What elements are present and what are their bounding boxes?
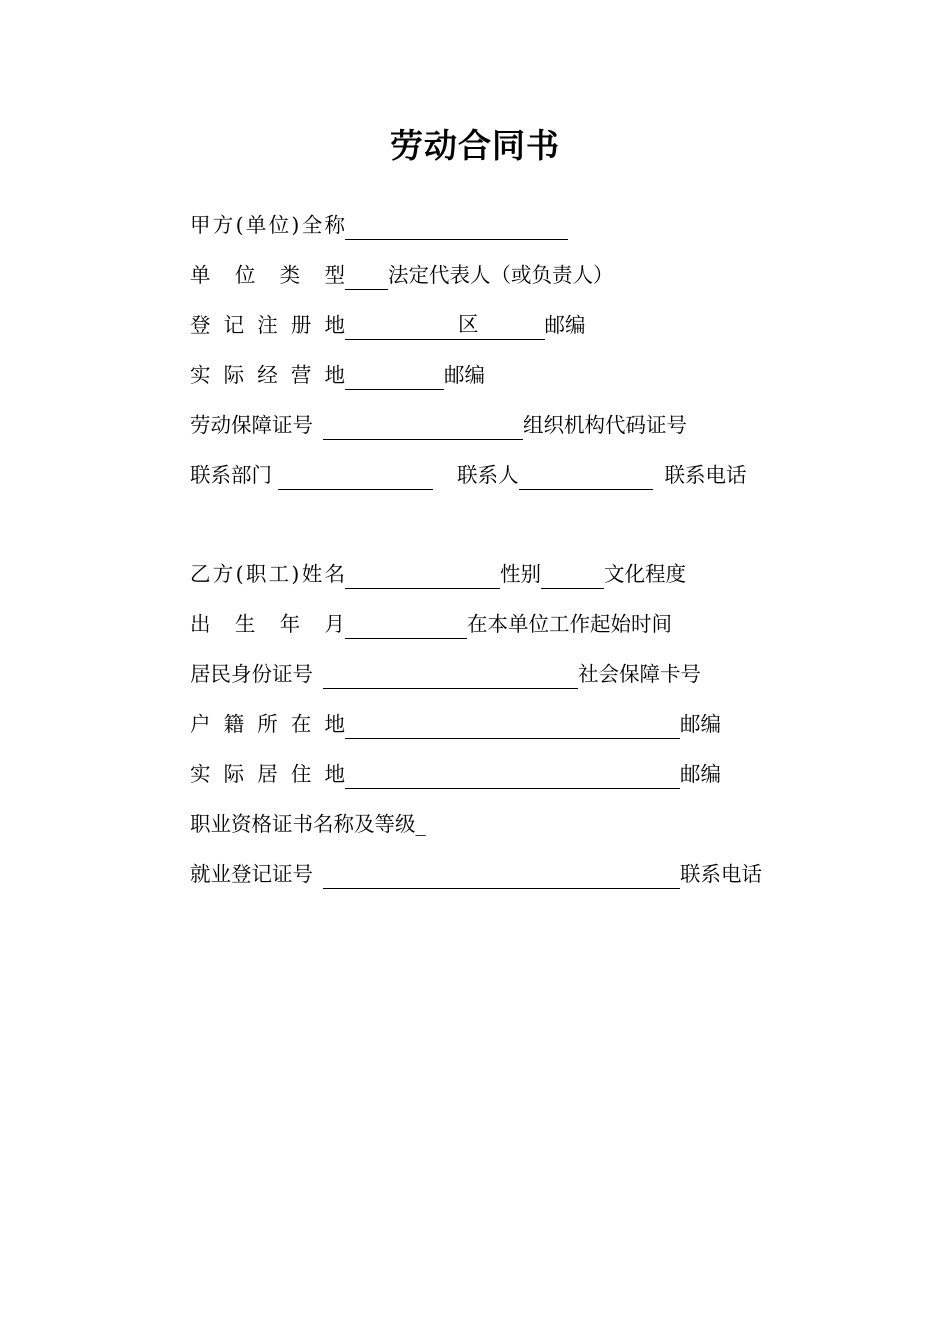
contact-person-field[interactable] [519, 465, 653, 490]
label: 劳动保障证号 [190, 413, 313, 437]
unit-type-row [190, 260, 614, 290]
birth-row [190, 609, 672, 639]
label: 登记注册地 [190, 313, 345, 337]
district-field[interactable] [479, 315, 545, 340]
unit-type-field[interactable] [345, 265, 388, 290]
label: 组织机构代码证号 [523, 413, 687, 437]
label: 区 [458, 309, 479, 340]
party-b-name-field[interactable] [345, 564, 500, 589]
label: 职业资格证书名称及等级 [190, 812, 416, 836]
residence-row [190, 759, 721, 789]
qualification-row [190, 809, 426, 839]
label: 甲方(单位)全称 [190, 213, 345, 237]
label: 乙方(职工)姓名 [190, 562, 345, 586]
hukou-row [190, 709, 721, 739]
gender-field[interactable] [541, 564, 604, 589]
reg-address-field[interactable] [345, 315, 458, 340]
employment-cert-row [190, 859, 762, 889]
label: 联系电话 [680, 862, 762, 886]
label: 性别 [500, 562, 541, 586]
party-a-name-field[interactable] [345, 215, 568, 240]
label: 邮编 [680, 712, 721, 736]
labor-cert-row [190, 410, 687, 440]
party-b-name-row [190, 559, 686, 589]
label: 社会保障卡号 [578, 662, 701, 686]
label: 文化程度 [604, 562, 686, 586]
label: 邮编 [444, 363, 485, 387]
label: 联系部门 [190, 463, 272, 487]
document-title: 劳动合同书 [390, 126, 560, 165]
label: 联系电话 [664, 463, 747, 487]
contact-dept-field[interactable] [278, 465, 433, 490]
id-number-field[interactable] [323, 664, 578, 689]
label: 居民身份证号 [190, 662, 313, 686]
labor-cert-field[interactable] [323, 415, 523, 440]
reg-address-row [190, 310, 586, 340]
label: 单位类型 [190, 263, 345, 287]
qualification-field[interactable]: _ [415, 812, 426, 836]
label: 在本单位工作起始时间 [467, 612, 672, 636]
employment-cert-field[interactable] [323, 864, 680, 889]
label: 实际居住地 [190, 762, 345, 786]
label: 实际经营地 [190, 363, 345, 387]
birth-field[interactable] [345, 614, 467, 639]
actual-address-row [190, 360, 485, 390]
id-row [190, 659, 701, 689]
label: 法定代表人（或负责人） [388, 263, 614, 287]
label: 邮编 [680, 762, 721, 786]
label: 户籍所在地 [190, 712, 345, 736]
label: 出生年月 [190, 612, 345, 636]
hukou-field[interactable] [345, 714, 680, 739]
label: 联系人 [457, 463, 519, 487]
residence-field[interactable] [345, 764, 680, 789]
party-a-name-row [190, 210, 568, 240]
contact-row [190, 460, 747, 490]
label: 就业登记证号 [190, 862, 313, 886]
label: 邮编 [544, 313, 586, 337]
actual-address-field[interactable] [345, 365, 444, 390]
